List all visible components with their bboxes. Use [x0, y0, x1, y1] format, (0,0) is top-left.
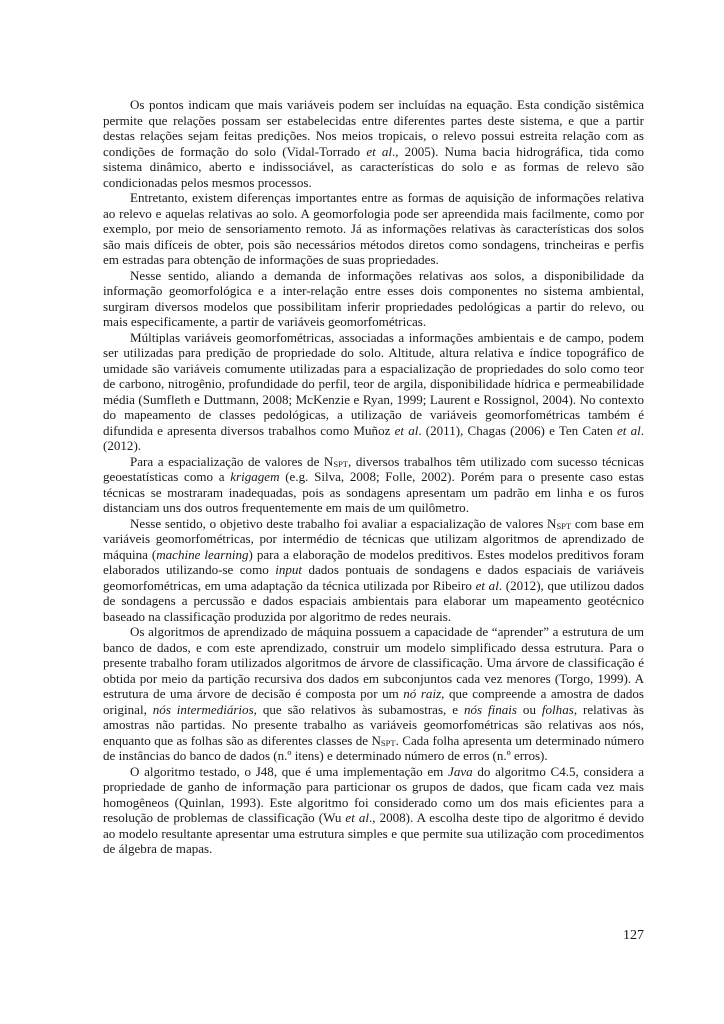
text-run: Entretanto, existem diferenças importantes entre as formas de aquisição de informações relativa ao relevo e aquelas relativas ao solo. A geomorfologia pode ser apreendida mais facilmente, como por exemplo, por meio de sensoriamento remoto. Já as informações relativas às características dos solos são mais difíceis de obter, pois são necessários métodos diretos como sondagens, trincheiras e perfis em estradas para obtenção de informações de suas propriedades. — [103, 190, 644, 267]
text-run: . (2012). — [103, 422, 645, 453]
italic-run: machine learning — [156, 546, 249, 562]
text-run: ., 2008). A escolha deste tipo de algoritmo é devido ao modelo resultante apresentar uma estrutura simples e que permite sua utilização com procedimentos de álgebra de mapas. — [103, 810, 645, 856]
italic-run: et al — [617, 422, 641, 438]
italic-run: folhas — [541, 701, 574, 717]
italic-run: et al — [394, 422, 419, 438]
text-run: Para a espacialização de valores de N — [130, 453, 334, 469]
text-run: . (2012), que utilizou dados de sondagens a percussão e dados espaciais ambientais para elaborar um mapeamento geotécnico baseado na classificação produzida por algoritmo de redes neurais. — [103, 577, 645, 624]
text-run: . (2011), Chagas (2006) e Ten Caten — [418, 422, 617, 438]
text-run: com base em variáveis geomorfométricas, por intermédio de técnicas que utilizam algoritmos de aprendizado de máquina ( — [103, 515, 644, 562]
page-number: 127 — [623, 928, 644, 943]
text-run: ., 2005). Numa bacia hidrográfica, tida como sistema dinâmico, aberto e indissociável, as características do solo e as formas de relevo são condicionadas pelos mesmos processos. — [103, 143, 645, 190]
paragraph-3 — [103, 268, 644, 330]
subscript-run: SPT — [556, 520, 572, 531]
italic-run: nó raiz, — [403, 686, 445, 701]
italic-run: input — [275, 562, 303, 577]
text-run: , relativas às amostras não partidas. No presente trabalho as variáveis geomorfométricas são relativas aos nós, enquanto que as folhas são as diferentes classes de N — [103, 701, 644, 748]
text-run: Nesse sentido, aliando a demanda de informações relativas aos solos, a disponibilidade da informação geomorfológica e a inter-relação entre esses dois componentes no sistema ambiental, surgiram diversos modelos que possibilitam inferir propriedades pedológicas a partir do relevo, ou mais especificamente, a partir de variáveis geomorfométricas. — [103, 267, 644, 329]
text-run: ou — [517, 701, 542, 717]
subscript-run: SPT — [333, 458, 348, 469]
text-run: O algoritmo testado, o J48, que é uma implementação em — [130, 763, 449, 779]
paragraph-6 — [103, 516, 644, 625]
italic-run: Java — [448, 763, 473, 779]
text-run: (e.g. Silva, 2008; Folle, 2002). Porém para o presente caso estas técnicas se mostraram inadequadas, pois as sondagens apresentam um padrão em linha e os furos distanciam uns dos outros frequentemente em mais de um quilômetro. — [103, 469, 644, 515]
text-run: Os pontos indicam que mais variáveis podem ser incluídas na equação. Esta condição sistêmica permite que relações possam ser estabelecidas entre diferentes partes deste sistema, e que a partir destas relações sejam feitas predições. Nos meios tropicais, o relevo possui estreita relação com as condições de formação do solo (Vidal-Torrado — [103, 97, 644, 159]
italic-run: et al — [475, 577, 499, 593]
text-run: , diversos trabalhos têm utilizado com sucesso técnicas geoestatísticas como a — [103, 453, 644, 484]
paragraph-2 — [103, 190, 644, 268]
text-run: ) para a elaboração de modelos preditivos. Estes modelos preditivos foram elaborados utilizando-se como — [103, 546, 644, 577]
italic-run: nós finais — [463, 701, 517, 717]
text-run: . Cada folha apresenta um determinado número de instâncias do banco de dados (n.º itens) e determinado número de erros (n.º erros). — [103, 732, 644, 763]
italic-run: nós intermediários, — [152, 701, 257, 717]
paragraph-1 — [103, 97, 644, 190]
text-run: que são relativos às subamostras, e — [256, 701, 464, 717]
text-run: Os algoritmos de aprendizado de máquina possuem a capacidade de “aprender” a estrutura de um banco de dados, e com este aprendizado, construir um modelo simplificado dessa estrutura. Para o presente trabalho foram utilizados algoritmos de árvore de classificação. Uma árvore de classificação é obtida por meio da partição recursiva dos dados em subconjuntos cada vez menores (Torgo, 1999). A estrutura de uma árvore de decisão é composta por um — [103, 624, 644, 701]
body-text — [103, 97, 644, 857]
italic-run: et al — [345, 810, 370, 825]
paragraph-7 — [103, 624, 644, 764]
text-run: que compreende a amostra de dados original, — [103, 686, 644, 717]
subscript-run: SPT — [380, 737, 396, 748]
paragraph-4 — [103, 330, 644, 454]
italic-run: krigagem — [230, 469, 280, 484]
text-run: do algoritmo C4.5, considera a propriedade de ganho de informação para particionar os grupos de dados, que ficam cada vez mais homogêneos (Quinlan, 1993). Este algoritmo foi considerado como um dos mais eficientes para a resolução de problemas de classificação (Wu — [103, 763, 645, 825]
text-run: dados pontuais de sondagens e dados espaciais de variáveis geomorfométricas, em uma adaptação da técnica utilizada por Ribeiro — [103, 562, 644, 593]
paragraph-8 — [103, 764, 644, 857]
text-run: Múltiplas variáveis geomorfométricas, associadas a informações ambientais e de campo, podem ser utilizadas para predição de propriedade do solo. Altitude, altura relativa e índice topográfico de umidade são variáveis comumente utilizadas para a espacialização de propriedades do solo como teor de carbono, nitrogênio, profundidade do perfil, teor de argila, disponibilidade hídrica e permeabilidade média (Sumfleth e Duttmann, 2008; McKenzie e Ryan, 1999; Laurent e Rossignol, 2004). No contexto do mapeamento de classes pedológicas, a utilização de variáveis geomorfométricas também é difundida e apresenta diversos trabalhos como Muñoz — [103, 329, 644, 438]
paragraph-5 — [103, 454, 644, 516]
text-run: Nesse sentido, o objetivo deste trabalho foi avaliar a espacialização de valores N — [130, 515, 557, 531]
italic-run: et al — [366, 143, 393, 159]
